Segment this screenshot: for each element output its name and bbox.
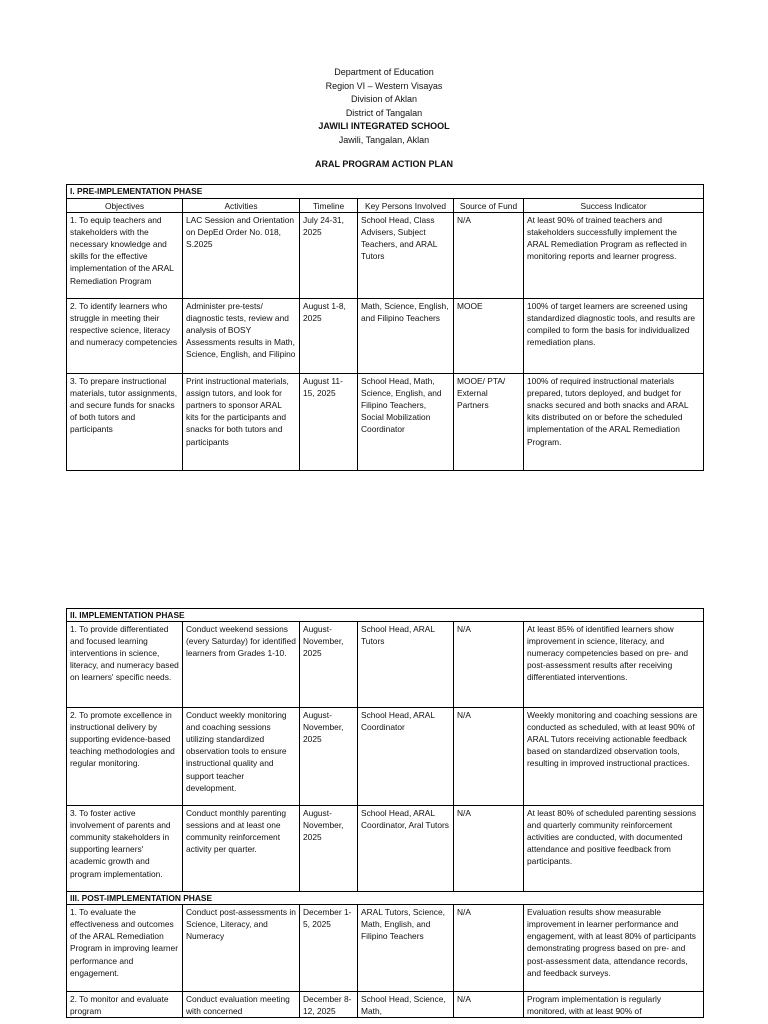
activity-cell: Conduct evaluation meeting with concerned [183, 992, 300, 1018]
activity-cell: Conduct monthly parenting sessions and at least one community reinforcement activity per quarter. [183, 806, 300, 892]
activity-cell: Conduct weekly monitoring and coaching sessions utilizing standardized observation tools to ensure instructional quality and support teacher development. [183, 708, 300, 806]
activity-cell: LAC Session and Orientation on DepEd Order No. 018, S.2025 [183, 213, 300, 299]
indicator-cell: Weekly monitoring and coaching sessions are conducted as scheduled, with at least 90% of ARAL Tutors receiving actionable feedback based on standardized observation tools, resulting in improved instructional practices. [524, 708, 704, 806]
indicator-cell: At least 80% of scheduled parenting sessions and quarterly community reinforcement activities are conducted, with documented attendance and positive feedback from participants. [524, 806, 704, 892]
fund-cell: N/A [454, 992, 524, 1018]
phase-row-pre [67, 185, 704, 199]
action-plan-table-page-1 [66, 184, 704, 471]
indicator-cell: Evaluation results show measurable improvement in learner performance and engagement, with at least 80% of participants demonstrating progress based on pre- and post-assessment data, attendance records, and feedback surveys. [524, 905, 704, 992]
phase-row-post [67, 892, 704, 905]
school-address: Jawili, Tangalan, Aklan [338, 134, 430, 145]
objective-cell: 2. To identify learners who struggle in meeting their respective science, literacy and numeracy competencies [67, 299, 183, 374]
header-line-region: Region VI – Western Visayas [325, 80, 443, 91]
activity-cell: Administer pre-tests/ diagnostic tests, review and analysis of BOSY Assessments results in Math, Science, English, and Filipino [183, 299, 300, 374]
table-row [67, 992, 704, 1018]
indicator-cell: Program implementation is regularly monitored, with at least 90% of [524, 992, 704, 1018]
header-line-division: Division of Aklan [350, 94, 418, 104]
col-header-timeline: Timeline [300, 199, 358, 213]
school-name: JAWILI INTEGRATED SCHOOL [318, 121, 450, 131]
table-row [67, 622, 704, 708]
persons-cell: School Head, Science, Math, [358, 992, 454, 1018]
persons-cell: School Head, ARAL Tutors [358, 622, 454, 708]
objective-cell: 1. To provide differentiated and focused learning interventions in science, literacy, and numeracy based on learners' specific needs. [67, 622, 183, 708]
timeline-cell: August-November, 2025 [300, 708, 358, 806]
table-row [67, 905, 704, 992]
indicator-cell: 100% of target learners are screened using standardized diagnostic tools, and results are compiled to form the basis for individualized remediation plans. [524, 299, 704, 374]
header-line-deped: Department of Education [334, 67, 434, 77]
phase-row-implementation [67, 609, 704, 622]
objective-cell: 3. To prepare instructional materials, tutor assignments, and secure funds for snacks of both tutors and participants [67, 374, 183, 471]
col-header-key-persons: Key Persons Involved [358, 199, 454, 213]
indicator-cell: 100% of required instructional materials prepared, tutors deployed, and budget for snacks secured and both snacks and ARAL kits distributed on or before the scheduled implementation of the ARAL Remediation Program. [524, 374, 704, 471]
plan-title: ARAL PROGRAM ACTION PLAN [315, 159, 453, 169]
table-row [67, 374, 704, 471]
timeline-cell: August-November, 2025 [300, 622, 358, 708]
timeline-cell: December 8-12, 2025 [300, 992, 358, 1018]
col-header-success-indicator: Success Indicator [524, 199, 704, 213]
col-header-activities: Activities [183, 199, 300, 213]
document-header [0, 66, 768, 172]
action-plan-table-page-2 [66, 608, 704, 1018]
activity-cell: Print instructional materials, assign tutors, and look for partners to sponsor ARAL kits for the participants and snacks for both tutors and participants [183, 374, 300, 471]
objective-cell: 1. To equip teachers and stakeholders with the necessary knowledge and skills for the effective implementation of the ARAL Remediation Program [67, 213, 183, 299]
activity-cell: Conduct post-assessments in Science, Literacy, and Numeracy [183, 905, 300, 992]
timeline-cell: August-November, 2025 [300, 806, 358, 892]
objective-cell: 2. To monitor and evaluate program [67, 992, 183, 1018]
column-header-row [67, 199, 704, 213]
phase-title-pre: I. PRE-IMPLEMENTATION PHASE [67, 185, 704, 199]
phase-title-implementation: II. IMPLEMENTATION PHASE [67, 609, 704, 622]
col-header-source-of-fund: Source of Fund [454, 199, 524, 213]
persons-cell: School Head, ARAL Coordinator, Aral Tutors [358, 806, 454, 892]
fund-cell: N/A [454, 806, 524, 892]
fund-cell: MOOE/ PTA/ External Partners [454, 374, 524, 471]
timeline-cell: July 24-31, 2025 [300, 213, 358, 299]
fund-cell: N/A [454, 708, 524, 806]
persons-cell: Math, Science, English, and Filipino Teachers [358, 299, 454, 374]
fund-cell: N/A [454, 905, 524, 992]
col-header-objectives: Objectives [67, 199, 183, 213]
fund-cell: MOOE [454, 299, 524, 374]
persons-cell: School Head, Math, Science, English, and Filipino Teachers, Social Mobilization Coordinator [358, 374, 454, 471]
table-row [67, 299, 704, 374]
indicator-cell: At least 90% of trained teachers and stakeholders successfully implement the ARAL Remediation Program as reflected in monitoring reports and learner progress. [524, 213, 704, 299]
timeline-cell: August 11-15, 2025 [300, 374, 358, 471]
table-row [67, 213, 704, 299]
table-row [67, 806, 704, 892]
persons-cell: School Head, ARAL Coordinator [358, 708, 454, 806]
objective-cell: 3. To foster active involvement of parents and community stakeholders in supporting learners' academic growth and program implementation. [67, 806, 183, 892]
timeline-cell: December 1-5, 2025 [300, 905, 358, 992]
activity-cell: Conduct weekend sessions (every Saturday) for identified learners from Grades 1-10. [183, 622, 300, 708]
phase-title-post: III. POST-IMPLEMENTATION PHASE [67, 892, 704, 905]
fund-cell: N/A [454, 622, 524, 708]
persons-cell: ARAL Tutors, Science, Math, English, and Filipino Teachers [358, 905, 454, 992]
timeline-cell: August 1-8, 2025 [300, 299, 358, 374]
persons-cell: School Head, Class Advisers, Subject Teachers, and ARAL Tutors [358, 213, 454, 299]
header-line-district: District of Tangalan [345, 107, 423, 118]
objective-cell: 2. To promote excellence in instructional delivery by supporting evidence-based teaching methodologies and regular monitoring. [67, 708, 183, 806]
objective-cell: 1. To evaluate the effectiveness and outcomes of the ARAL Remediation Program in improving learner performance and engagement. [67, 905, 183, 992]
fund-cell: N/A [454, 213, 524, 299]
table-row [67, 708, 704, 806]
indicator-cell: At least 85% of identified learners show improvement in science, literacy, and numeracy competencies based on pre- and post-assessment results after receiving differentiated interventions. [524, 622, 704, 708]
